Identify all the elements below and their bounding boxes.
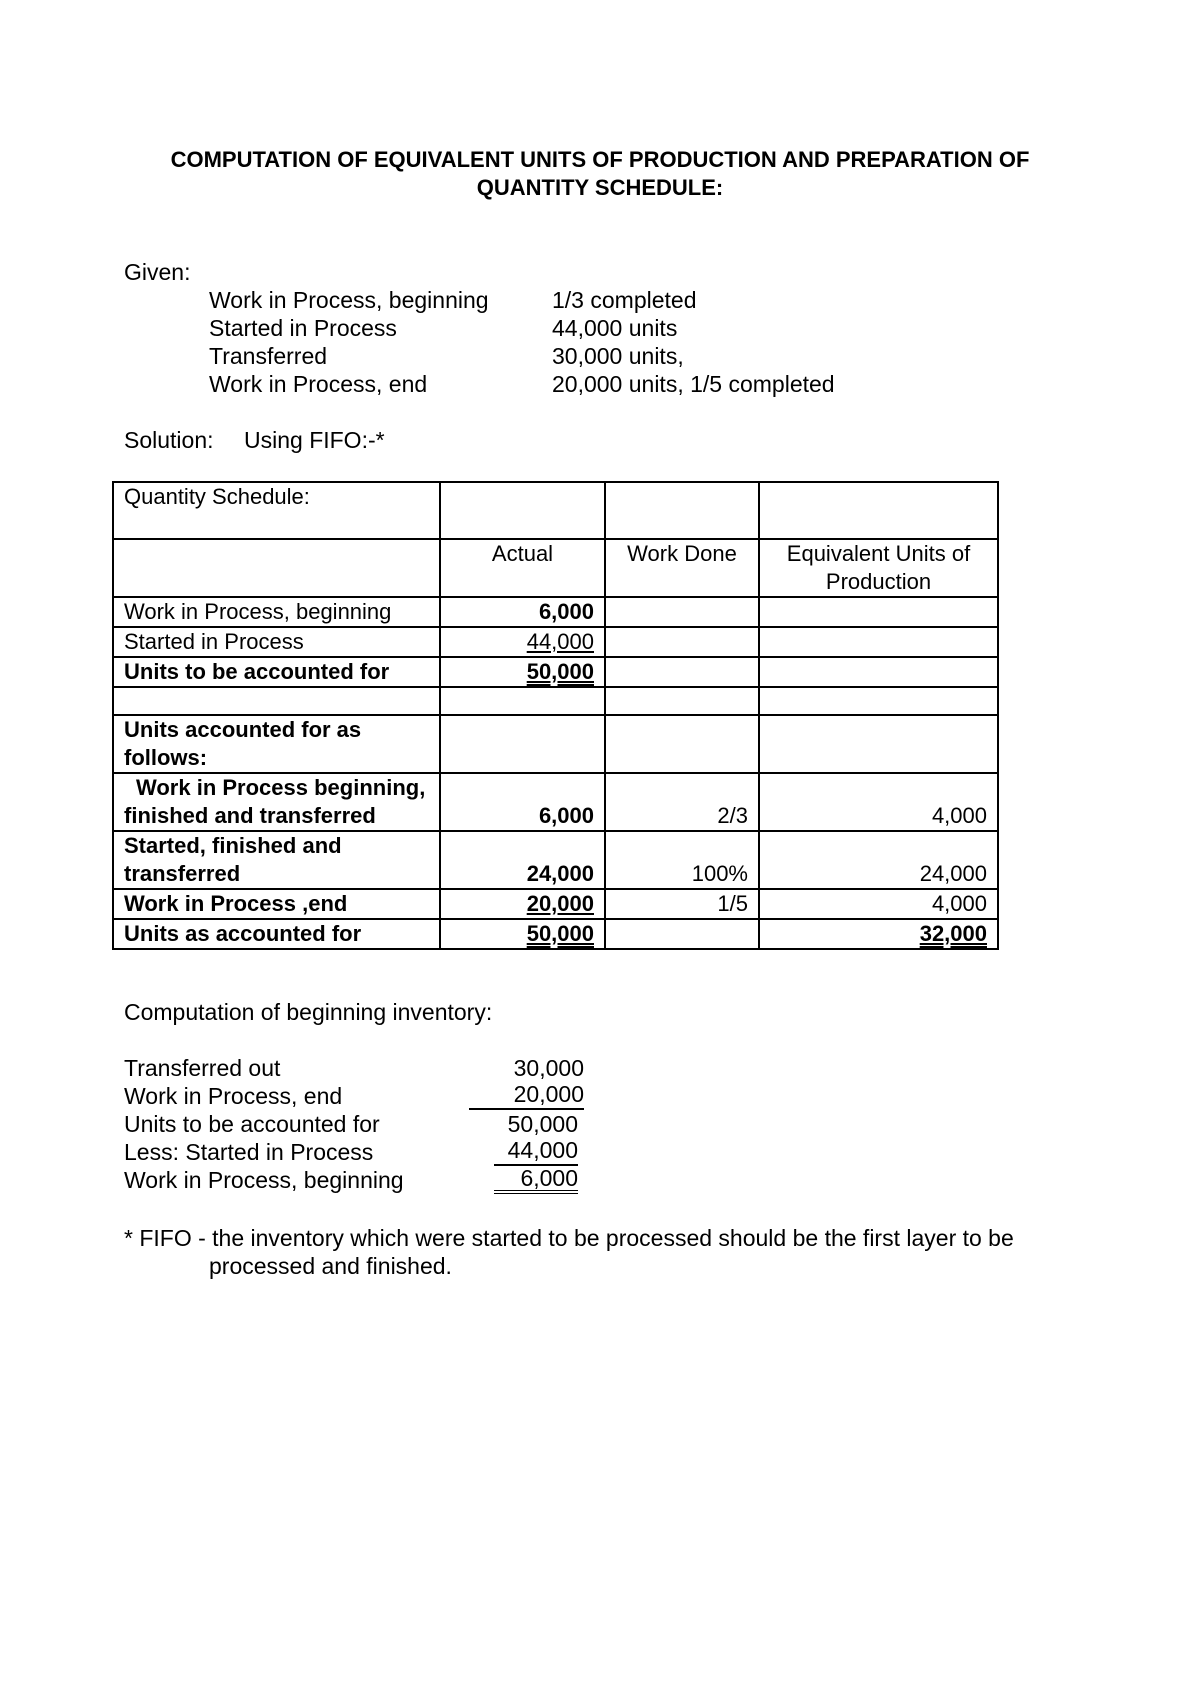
work-done-value: 2/3 bbox=[605, 773, 759, 831]
given-row-label: Work in Process, beginning bbox=[209, 287, 489, 313]
actual-value: 24,000 bbox=[440, 831, 605, 889]
table-row bbox=[113, 889, 998, 919]
solution-method: Using FIFO:-* bbox=[244, 427, 385, 453]
page-title bbox=[110, 146, 1090, 202]
actual-value: 44,000 bbox=[440, 627, 605, 657]
table-row bbox=[113, 657, 998, 687]
empty-cell bbox=[605, 919, 759, 949]
table-row bbox=[113, 773, 998, 831]
table-row bbox=[113, 482, 998, 539]
empty-cell bbox=[605, 687, 759, 715]
computation-row bbox=[124, 1110, 584, 1138]
row-label: Started in Process bbox=[113, 627, 440, 657]
given-row-label: Started in Process bbox=[209, 315, 397, 341]
footnote-line-2: processed and finished. bbox=[209, 1253, 452, 1279]
empty-cell bbox=[440, 687, 605, 715]
eup-value: 24,000 bbox=[759, 831, 998, 889]
row-label: Units accounted for as follows: bbox=[113, 715, 440, 773]
header-work-done: Work Done bbox=[605, 539, 759, 597]
empty-cell bbox=[759, 687, 998, 715]
given-row-value: 1/3 completed bbox=[552, 287, 697, 313]
solution-label: Solution: bbox=[124, 427, 214, 453]
computation-value: 20,000 bbox=[469, 1082, 584, 1110]
given-row-value: 20,000 units, 1/5 completed bbox=[552, 371, 835, 397]
computation-value: 6,000 bbox=[494, 1166, 578, 1194]
header-equivalent-units: Equivalent Units of Production bbox=[759, 539, 998, 597]
table-row bbox=[113, 831, 998, 889]
computation-value: 50,000 bbox=[507, 1111, 578, 1137]
computation-row bbox=[124, 1138, 584, 1166]
computation-label: Less: Started in Process bbox=[124, 1139, 374, 1165]
computation-label: Transferred out bbox=[124, 1055, 281, 1081]
eup-value: 4,000 bbox=[759, 773, 998, 831]
computation-label: Units to be accounted for bbox=[124, 1111, 380, 1137]
computation-row bbox=[124, 1082, 584, 1110]
actual-value: 20,000 bbox=[440, 889, 605, 919]
computation-title: Computation of beginning inventory: bbox=[124, 999, 493, 1025]
row-label: Units to be accounted for bbox=[113, 657, 440, 687]
row-label: Started, finished and transferred bbox=[113, 831, 440, 889]
computation-label: Work in Process, end bbox=[124, 1083, 343, 1109]
empty-cell bbox=[759, 715, 998, 773]
empty-cell bbox=[605, 482, 759, 539]
table-row bbox=[113, 687, 998, 715]
footnote bbox=[124, 1224, 1084, 1280]
given-row-label: Transferred bbox=[209, 343, 328, 369]
empty-cell bbox=[759, 482, 998, 539]
empty-cell bbox=[605, 657, 759, 687]
table-header-row bbox=[113, 539, 998, 597]
row-label: Work in Process ,end bbox=[113, 889, 440, 919]
eup-value: 4,000 bbox=[759, 889, 998, 919]
computation-list bbox=[124, 1054, 584, 1194]
empty-cell bbox=[113, 687, 440, 715]
actual-value: 50,000 bbox=[440, 657, 605, 687]
given-row bbox=[209, 342, 835, 370]
empty-cell bbox=[759, 597, 998, 627]
actual-value: 50,000 bbox=[440, 919, 605, 949]
given-row-value: 44,000 units bbox=[552, 315, 678, 341]
given-row bbox=[209, 314, 835, 342]
given-row-label: Work in Process, end bbox=[209, 371, 428, 397]
schedule-caption: Quantity Schedule: bbox=[113, 482, 440, 539]
given-row-value: 30,000 units, bbox=[552, 343, 684, 369]
empty-cell bbox=[440, 715, 605, 773]
computation-value: 30,000 bbox=[513, 1055, 584, 1081]
empty-cell bbox=[440, 482, 605, 539]
work-done-value: 1/5 bbox=[605, 889, 759, 919]
empty-cell bbox=[113, 539, 440, 597]
actual-value: 6,000 bbox=[440, 773, 605, 831]
computation-label: Work in Process, beginning bbox=[124, 1167, 404, 1193]
title-line-2: QUANTITY SCHEDULE: bbox=[476, 175, 724, 200]
row-label: Units as accounted for bbox=[113, 919, 440, 949]
solution-line bbox=[124, 426, 385, 454]
given-list bbox=[209, 286, 835, 398]
given-row bbox=[209, 286, 835, 314]
footnote-line-1: * FIFO - the inventory which were started to be processed should be the first layer to be bbox=[124, 1225, 1014, 1251]
row-label: Work in Process beginning, finished and transferred bbox=[113, 773, 440, 831]
title-line-1: COMPUTATION OF EQUIVALENT UNITS OF PRODUCTION AND PREPARATION OF bbox=[170, 147, 1030, 172]
empty-cell bbox=[605, 715, 759, 773]
eup-value: 32,000 bbox=[759, 919, 998, 949]
computation-value: 44,000 bbox=[494, 1138, 578, 1166]
computation-row bbox=[124, 1054, 584, 1082]
empty-cell bbox=[759, 627, 998, 657]
table-row bbox=[113, 627, 998, 657]
empty-cell bbox=[605, 627, 759, 657]
table-row bbox=[113, 597, 998, 627]
actual-value: 6,000 bbox=[440, 597, 605, 627]
work-done-value: 100% bbox=[605, 831, 759, 889]
header-actual: Actual bbox=[440, 539, 605, 597]
quantity-schedule-table bbox=[112, 481, 999, 950]
given-row bbox=[209, 370, 835, 398]
row-label: Work in Process, beginning bbox=[113, 597, 440, 627]
given-label: Given: bbox=[124, 259, 191, 285]
empty-cell bbox=[759, 657, 998, 687]
table-row bbox=[113, 919, 998, 949]
computation-row bbox=[124, 1166, 584, 1194]
table-row bbox=[113, 715, 998, 773]
empty-cell bbox=[605, 597, 759, 627]
